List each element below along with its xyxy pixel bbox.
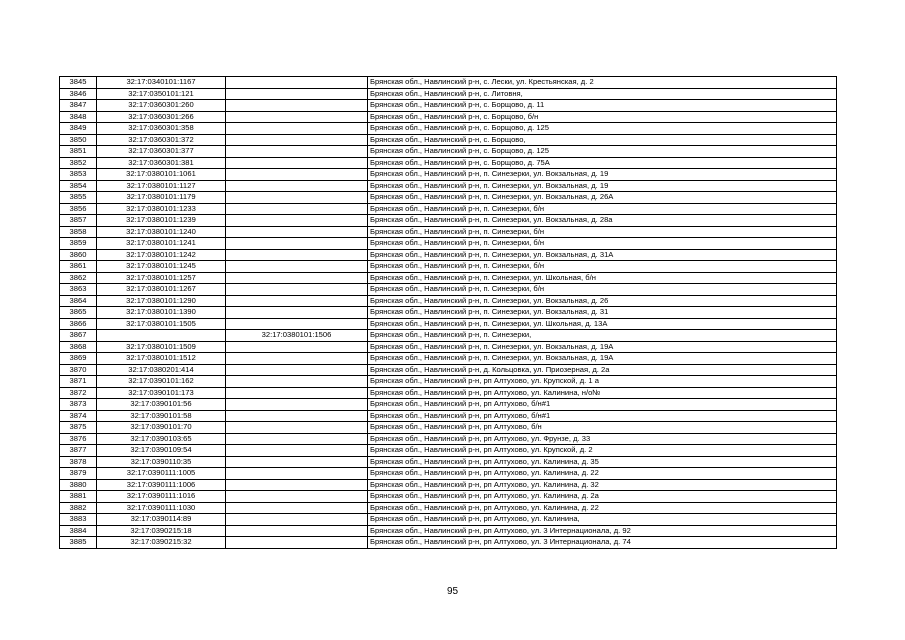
secondary-cadastral-number-cell bbox=[226, 100, 368, 112]
address-cell: Брянская обл., Навлинский р-н, рп Алтухово, б/н bbox=[368, 422, 837, 434]
address-cell: Брянская обл., Навлинский р-н, с. Борщово, д. 125 bbox=[368, 123, 837, 135]
secondary-cadastral-number-cell bbox=[226, 180, 368, 192]
page-number: 95 bbox=[446, 586, 459, 597]
secondary-cadastral-number-cell bbox=[226, 203, 368, 215]
address-cell: Брянская обл., Навлинский р-н, п. Синезерки, ул. Вокзальная, д. 19 bbox=[368, 180, 837, 192]
cadastral-number-cell: 32:17:0390101:70 bbox=[97, 422, 226, 434]
secondary-cadastral-number-cell bbox=[226, 134, 368, 146]
address-cell: Брянская обл., Навлинский р-н, рп Алтухово, ул. 3 Интернационала, д. 74 bbox=[368, 537, 837, 549]
table-row bbox=[60, 180, 837, 192]
table-row bbox=[60, 376, 837, 388]
address-cell: Брянская обл., Навлинский р-н, п. Синезерки, ул. Школьная, д. 13А bbox=[368, 318, 837, 330]
cadastral-number-cell: 32:17:0360301:358 bbox=[97, 123, 226, 135]
row-number-cell: 3851 bbox=[60, 146, 97, 158]
cadastral-number-cell: 32:17:0380101:1179 bbox=[97, 192, 226, 204]
row-number-cell: 3855 bbox=[60, 192, 97, 204]
row-number-cell: 3863 bbox=[60, 284, 97, 296]
row-number-cell: 3869 bbox=[60, 353, 97, 365]
secondary-cadastral-number-cell bbox=[226, 341, 368, 353]
table-row bbox=[60, 146, 837, 158]
cadastral-number-cell: 32:17:0360301:381 bbox=[97, 157, 226, 169]
cadastral-number-cell: 32:17:0380101:1233 bbox=[97, 203, 226, 215]
row-number-cell: 3865 bbox=[60, 307, 97, 319]
address-cell: Брянская обл., Навлинский р-н, п. Синезерки, ул. Вокзальная, д. 31А bbox=[368, 249, 837, 261]
secondary-cadastral-number-cell bbox=[226, 111, 368, 123]
cadastral-number-cell: 32:17:0380101:1241 bbox=[97, 238, 226, 250]
secondary-cadastral-number-cell bbox=[226, 157, 368, 169]
row-number-cell: 3877 bbox=[60, 445, 97, 457]
table-row bbox=[60, 284, 837, 296]
address-cell: Брянская обл., Навлинский р-н, с. Борщово, д. 11 bbox=[368, 100, 837, 112]
secondary-cadastral-number-cell bbox=[226, 456, 368, 468]
row-number-cell: 3880 bbox=[60, 479, 97, 491]
cadastral-number-cell: 32:17:0390114:89 bbox=[97, 514, 226, 526]
cadastral-number-cell: 32:17:0390101:56 bbox=[97, 399, 226, 411]
secondary-cadastral-number-cell bbox=[226, 88, 368, 100]
table-row bbox=[60, 272, 837, 284]
row-number-cell: 3858 bbox=[60, 226, 97, 238]
address-cell: Брянская обл., Навлинский р-н, п. Синезерки, bbox=[368, 330, 837, 342]
row-number-cell: 3883 bbox=[60, 514, 97, 526]
address-cell: Брянская обл., Навлинский р-н, рп Алтухово, ул. 3 Интернационала, д. 92 bbox=[368, 525, 837, 537]
address-cell: Брянская обл., Навлинский р-н, п. Синезерки, ул. Вокзальная, д. 28а bbox=[368, 215, 837, 227]
table-row bbox=[60, 318, 837, 330]
secondary-cadastral-number-cell bbox=[226, 422, 368, 434]
address-cell: Брянская обл., Навлинский р-н, п. Синезерки, б/н bbox=[368, 284, 837, 296]
address-cell: Брянская обл., Навлинский р-н, п. Синезерки, ул. Вокзальная, д. 19А bbox=[368, 341, 837, 353]
secondary-cadastral-number-cell bbox=[226, 284, 368, 296]
address-cell: Брянская обл., Навлинский р-н, с. Борщово, д. 75А bbox=[368, 157, 837, 169]
address-cell: Брянская обл., Навлинский р-н, рп Алтухово, ул. Калинина, д. 35 bbox=[368, 456, 837, 468]
row-number-cell: 3859 bbox=[60, 238, 97, 250]
address-cell: Брянская обл., Навлинский р-н, п. Синезерки, ул. Школьная, б/н bbox=[368, 272, 837, 284]
table-row bbox=[60, 249, 837, 261]
table-row bbox=[60, 226, 837, 238]
table-row bbox=[60, 123, 837, 135]
secondary-cadastral-number-cell bbox=[226, 318, 368, 330]
row-number-cell: 3857 bbox=[60, 215, 97, 227]
cadastral-number-cell: 32:17:0390111:1006 bbox=[97, 479, 226, 491]
row-number-cell: 3845 bbox=[60, 77, 97, 89]
secondary-cadastral-number-cell bbox=[226, 123, 368, 135]
address-cell: Брянская обл., Навлинский р-н, п. Синезерки, б/н bbox=[368, 261, 837, 273]
row-number-cell: 3879 bbox=[60, 468, 97, 480]
address-cell: Брянская обл., Навлинский р-н, п. Синезерки, ул. Вокзальная, д. 26 bbox=[368, 295, 837, 307]
table-row bbox=[60, 514, 837, 526]
table-row bbox=[60, 88, 837, 100]
address-cell: Брянская обл., Навлинский р-н, рп Алтухово, ул. Калинина, д. 32 bbox=[368, 479, 837, 491]
row-number-cell: 3860 bbox=[60, 249, 97, 261]
row-number-cell: 3849 bbox=[60, 123, 97, 135]
row-number-cell: 3854 bbox=[60, 180, 97, 192]
cadastral-number-cell: 32:17:0390111:1030 bbox=[97, 502, 226, 514]
table-row bbox=[60, 410, 837, 422]
table-row bbox=[60, 192, 837, 204]
address-cell: Брянская обл., Навлинский р-н, рп Алтухово, б/н#1 bbox=[368, 410, 837, 422]
table-row bbox=[60, 399, 837, 411]
cadastral-number-cell: 32:17:0380101:1061 bbox=[97, 169, 226, 181]
table-row bbox=[60, 238, 837, 250]
cadastral-number-cell: 32:17:0350101:121 bbox=[97, 88, 226, 100]
cadastral-number-cell: 32:17:0360301:377 bbox=[97, 146, 226, 158]
secondary-cadastral-number-cell bbox=[226, 502, 368, 514]
row-number-cell: 3861 bbox=[60, 261, 97, 273]
cadastral-number-cell bbox=[97, 330, 226, 342]
cadastral-number-cell: 32:17:0380101:1267 bbox=[97, 284, 226, 296]
row-number-cell: 3864 bbox=[60, 295, 97, 307]
row-number-cell: 3874 bbox=[60, 410, 97, 422]
table-row bbox=[60, 100, 837, 112]
secondary-cadastral-number-cell bbox=[226, 410, 368, 422]
table-row bbox=[60, 157, 837, 169]
address-cell: Брянская обл., Навлинский р-н, рп Алтухово, ул. Калинина, bbox=[368, 514, 837, 526]
row-number-cell: 3848 bbox=[60, 111, 97, 123]
row-number-cell: 3882 bbox=[60, 502, 97, 514]
row-number-cell: 3850 bbox=[60, 134, 97, 146]
table-row bbox=[60, 433, 837, 445]
address-cell: Брянская обл., Навлинский р-н, рп Алтухово, ул. Фрунзе, д. 33 bbox=[368, 433, 837, 445]
address-cell: Брянская обл., Навлинский р-н, п. Синезерки, б/н bbox=[368, 238, 837, 250]
row-number-cell: 3875 bbox=[60, 422, 97, 434]
row-number-cell: 3873 bbox=[60, 399, 97, 411]
row-number-cell: 3868 bbox=[60, 341, 97, 353]
table-row bbox=[60, 111, 837, 123]
secondary-cadastral-number-cell bbox=[226, 387, 368, 399]
row-number-cell: 3881 bbox=[60, 491, 97, 503]
table-row bbox=[60, 134, 837, 146]
address-cell: Брянская обл., Навлинский р-н, рп Алтухово, ул. Крупской, д. 2 bbox=[368, 445, 837, 457]
cadastral-number-cell: 32:17:0390101:173 bbox=[97, 387, 226, 399]
table-row bbox=[60, 387, 837, 399]
address-cell: Брянская обл., Навлинский р-н, рп Алтухово, ул. Калинина, д. 2а bbox=[368, 491, 837, 503]
address-cell: Брянская обл., Навлинский р-н, рп Алтухово, б/н#1 bbox=[368, 399, 837, 411]
address-cell: Брянская обл., Навлинский р-н, рп Алтухово, ул. Калинина, н/о№ bbox=[368, 387, 837, 399]
cadastral-number-cell: 32:17:0390111:1016 bbox=[97, 491, 226, 503]
cadastral-number-cell: 32:17:0360301:266 bbox=[97, 111, 226, 123]
table-row bbox=[60, 203, 837, 215]
table-row bbox=[60, 502, 837, 514]
address-cell: Брянская обл., Навлинский р-н, п. Синезерки, ул. Вокзальная, д. 26А bbox=[368, 192, 837, 204]
table-row bbox=[60, 456, 837, 468]
cadastral-number-cell: 32:17:0380101:1505 bbox=[97, 318, 226, 330]
secondary-cadastral-number-cell bbox=[226, 238, 368, 250]
address-cell: Брянская обл., Навлинский р-н, рп Алтухово, ул. Крупской, д. 1 а bbox=[368, 376, 837, 388]
cadastral-number-cell: 32:17:0380201:414 bbox=[97, 364, 226, 376]
secondary-cadastral-number-cell bbox=[226, 261, 368, 273]
cadastral-number-cell: 32:17:0390110:35 bbox=[97, 456, 226, 468]
row-number-cell: 3862 bbox=[60, 272, 97, 284]
secondary-cadastral-number-cell bbox=[226, 468, 368, 480]
cadastral-number-cell: 32:17:0380101:1239 bbox=[97, 215, 226, 227]
address-cell: Брянская обл., Навлинский р-н, д. Кольцовка, ул. Приозерная, д. 2а bbox=[368, 364, 837, 376]
secondary-cadastral-number-cell bbox=[226, 249, 368, 261]
row-number-cell: 3867 bbox=[60, 330, 97, 342]
row-number-cell: 3870 bbox=[60, 364, 97, 376]
row-number-cell: 3856 bbox=[60, 203, 97, 215]
secondary-cadastral-number-cell bbox=[226, 364, 368, 376]
table-row bbox=[60, 468, 837, 480]
cadastral-number-cell: 32:17:0380101:1242 bbox=[97, 249, 226, 261]
secondary-cadastral-number-cell bbox=[226, 433, 368, 445]
address-cell: Брянская обл., Навлинский р-н, п. Синезерки, ул. Вокзальная, д. 31 bbox=[368, 307, 837, 319]
address-cell: Брянская обл., Навлинский р-н, п. Синезерки, б/н bbox=[368, 203, 837, 215]
cadastral-number-cell: 32:17:0390103:65 bbox=[97, 433, 226, 445]
row-number-cell: 3872 bbox=[60, 387, 97, 399]
cadastral-number-cell: 32:17:0390215:32 bbox=[97, 537, 226, 549]
table-row bbox=[60, 445, 837, 457]
address-cell: Брянская обл., Навлинский р-н, рп Алтухово, ул. Калинина, д. 22 bbox=[368, 468, 837, 480]
cadastral-number-cell: 32:17:0380101:1245 bbox=[97, 261, 226, 273]
secondary-cadastral-number-cell bbox=[226, 272, 368, 284]
table-row bbox=[60, 307, 837, 319]
cadastral-number-cell: 32:17:0360301:372 bbox=[97, 134, 226, 146]
table-row bbox=[60, 422, 837, 434]
secondary-cadastral-number-cell bbox=[226, 77, 368, 89]
cadastral-number-cell: 32:17:0360301:260 bbox=[97, 100, 226, 112]
secondary-cadastral-number-cell bbox=[226, 192, 368, 204]
secondary-cadastral-number-cell bbox=[226, 445, 368, 457]
cadastral-number-cell: 32:17:0380101:1257 bbox=[97, 272, 226, 284]
secondary-cadastral-number-cell bbox=[226, 376, 368, 388]
secondary-cadastral-number-cell bbox=[226, 399, 368, 411]
table-row bbox=[60, 491, 837, 503]
row-number-cell: 3847 bbox=[60, 100, 97, 112]
row-number-cell: 3866 bbox=[60, 318, 97, 330]
row-number-cell: 3852 bbox=[60, 157, 97, 169]
address-cell: Брянская обл., Навлинский р-н, с. Лески, ул. Крестьянская, д. 2 bbox=[368, 77, 837, 89]
table-row bbox=[60, 537, 837, 549]
secondary-cadastral-number-cell bbox=[226, 215, 368, 227]
secondary-cadastral-number-cell bbox=[226, 514, 368, 526]
address-cell: Брянская обл., Навлинский р-н, п. Синезерки, ул. Вокзальная, д. 19 bbox=[368, 169, 837, 181]
secondary-cadastral-number-cell bbox=[226, 169, 368, 181]
cadastral-number-cell: 32:17:0380101:1512 bbox=[97, 353, 226, 365]
cadastral-number-cell: 32:17:0340101:1167 bbox=[97, 77, 226, 89]
table-row bbox=[60, 261, 837, 273]
secondary-cadastral-number-cell bbox=[226, 146, 368, 158]
table-row bbox=[60, 215, 837, 227]
row-number-cell: 3871 bbox=[60, 376, 97, 388]
table-row bbox=[60, 525, 837, 537]
property-registry-table bbox=[59, 76, 837, 549]
secondary-cadastral-number-cell bbox=[226, 353, 368, 365]
address-cell: Брянская обл., Навлинский р-н, п. Синезерки, ул. Вокзальная, д. 19А bbox=[368, 353, 837, 365]
row-number-cell: 3884 bbox=[60, 525, 97, 537]
cadastral-number-cell: 32:17:0380101:1390 bbox=[97, 307, 226, 319]
secondary-cadastral-number-cell: 32:17:0380101:1506 bbox=[226, 330, 368, 342]
secondary-cadastral-number-cell bbox=[226, 307, 368, 319]
table-row bbox=[60, 169, 837, 181]
row-number-cell: 3846 bbox=[60, 88, 97, 100]
table-row bbox=[60, 341, 837, 353]
row-number-cell: 3853 bbox=[60, 169, 97, 181]
row-number-cell: 3885 bbox=[60, 537, 97, 549]
table-row bbox=[60, 479, 837, 491]
address-cell: Брянская обл., Навлинский р-н, с. Борщово, д. 125 bbox=[368, 146, 837, 158]
secondary-cadastral-number-cell bbox=[226, 525, 368, 537]
address-cell: Брянская обл., Навлинский р-н, рп Алтухово, ул. Калинина, д. 22 bbox=[368, 502, 837, 514]
cadastral-number-cell: 32:17:0390215:18 bbox=[97, 525, 226, 537]
table-row bbox=[60, 330, 837, 342]
cadastral-number-cell: 32:17:0380101:1290 bbox=[97, 295, 226, 307]
secondary-cadastral-number-cell bbox=[226, 491, 368, 503]
cadastral-number-cell: 32:17:0390111:1005 bbox=[97, 468, 226, 480]
table-row bbox=[60, 77, 837, 89]
cadastral-number-cell: 32:17:0390109:54 bbox=[97, 445, 226, 457]
address-cell: Брянская обл., Навлинский р-н, п. Синезерки, б/н bbox=[368, 226, 837, 238]
secondary-cadastral-number-cell bbox=[226, 537, 368, 549]
row-number-cell: 3876 bbox=[60, 433, 97, 445]
address-cell: Брянская обл., Навлинский р-н, с. Борщово, б/н bbox=[368, 111, 837, 123]
secondary-cadastral-number-cell bbox=[226, 226, 368, 238]
secondary-cadastral-number-cell bbox=[226, 295, 368, 307]
cadastral-number-cell: 32:17:0390101:162 bbox=[97, 376, 226, 388]
table-row bbox=[60, 353, 837, 365]
address-cell: Брянская обл., Навлинский р-н, с. Борщово, bbox=[368, 134, 837, 146]
cadastral-number-cell: 32:17:0380101:1240 bbox=[97, 226, 226, 238]
address-cell: Брянская обл., Навлинский р-н, с. Литовня, bbox=[368, 88, 837, 100]
table-row bbox=[60, 295, 837, 307]
cadastral-number-cell: 32:17:0390101:58 bbox=[97, 410, 226, 422]
cadastral-number-cell: 32:17:0380101:1509 bbox=[97, 341, 226, 353]
cadastral-number-cell: 32:17:0380101:1127 bbox=[97, 180, 226, 192]
table-row bbox=[60, 364, 837, 376]
secondary-cadastral-number-cell bbox=[226, 479, 368, 491]
row-number-cell: 3878 bbox=[60, 456, 97, 468]
